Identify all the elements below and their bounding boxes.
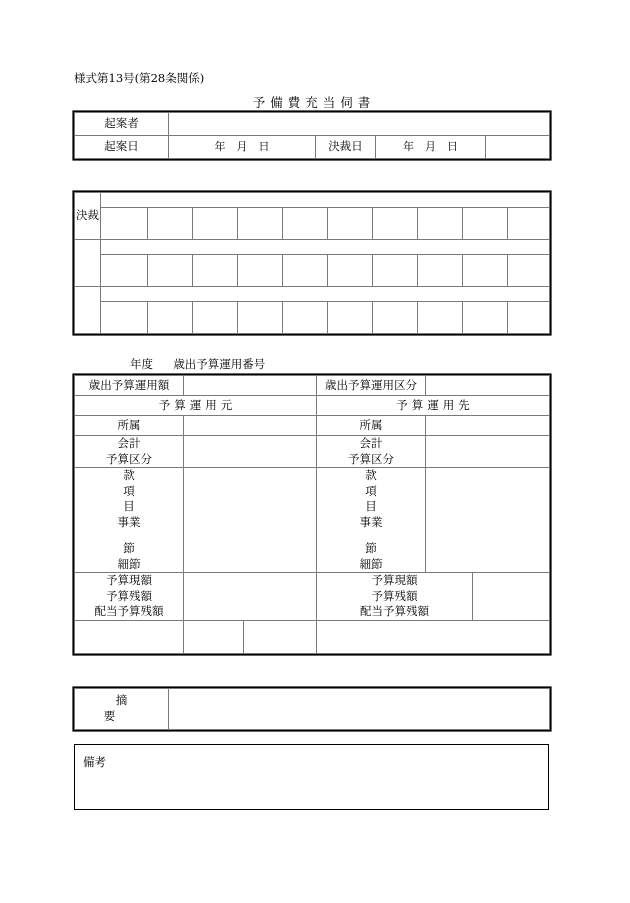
account-label-line-2: 予算区分	[106, 451, 152, 466]
approval-cell[interactable]	[418, 302, 463, 334]
approval-cell[interactable]	[418, 208, 463, 240]
budget-footer-cell[interactable]	[317, 620, 550, 653]
source-section-heading: 予算運用元	[75, 396, 317, 416]
approval-label-spacer	[75, 240, 101, 287]
approval-cell[interactable]	[373, 255, 418, 287]
decision-date-field[interactable]: 年 月 日	[376, 136, 486, 159]
fiscal-year-line	[130, 356, 265, 372]
approval-cell[interactable]	[238, 302, 283, 334]
budget-footer-cell[interactable]	[244, 620, 317, 653]
table-row	[75, 255, 550, 287]
header-table	[74, 112, 550, 159]
classification-line: 目	[123, 499, 135, 514]
budget-footer-cell[interactable]	[75, 620, 184, 653]
balance-line: 予算現額	[371, 573, 418, 588]
table-row	[75, 287, 550, 302]
approval-cell[interactable]	[328, 208, 373, 240]
approval-cell[interactable]	[328, 302, 373, 334]
classification-line-blank	[75, 530, 183, 541]
form-number: 様式第13号(第28条関係)	[74, 71, 205, 85]
classification-line: 款	[123, 468, 135, 483]
classification-line: 節	[365, 541, 377, 556]
approval-cell[interactable]	[463, 208, 508, 240]
table-row	[75, 689, 550, 730]
table-row	[75, 436, 550, 468]
approval-cell[interactable]	[101, 302, 148, 334]
draft-date-field[interactable]: 年 月 日	[169, 136, 316, 159]
table-row	[75, 113, 550, 136]
source-affiliation-field[interactable]	[184, 416, 317, 436]
destination-account-label	[317, 436, 426, 468]
approval-strip[interactable]	[101, 193, 550, 208]
approval-cell[interactable]	[418, 255, 463, 287]
approval-cell[interactable]	[148, 255, 193, 287]
destination-affiliation-label: 所属	[317, 416, 426, 436]
classification-line-blank	[317, 530, 425, 541]
account-label-line-2: 予算区分	[348, 451, 394, 466]
balance-line: 予算残額	[371, 588, 418, 603]
budget-footer-cell[interactable]	[184, 620, 244, 653]
draft-date-label: 起案日	[75, 136, 169, 159]
drafter-label: 起案者	[75, 113, 169, 136]
budget-table	[74, 375, 550, 654]
classification-line: 細節	[359, 556, 383, 571]
fiscal-year-label: 年度	[130, 357, 153, 371]
summary-label: 摘要	[75, 689, 169, 730]
table-row	[75, 416, 550, 436]
approval-cell[interactable]	[328, 255, 373, 287]
operation-amount-label: 歳出予算運用額	[75, 376, 184, 396]
destination-account-field[interactable]	[426, 436, 550, 468]
approval-cell[interactable]	[148, 208, 193, 240]
approval-cell[interactable]	[101, 208, 148, 240]
header-extra-cell[interactable]	[486, 136, 550, 159]
approval-cell[interactable]	[463, 255, 508, 287]
approval-cell[interactable]	[283, 302, 328, 334]
table-row	[75, 240, 550, 255]
table-row	[75, 208, 550, 240]
classification-line: 事業	[359, 514, 383, 529]
table-row	[75, 620, 550, 653]
remarks-box[interactable]	[74, 744, 549, 810]
approval-cell[interactable]	[148, 302, 193, 334]
source-account-label	[75, 436, 184, 468]
table-row	[75, 136, 550, 159]
classification-line: 項	[123, 483, 135, 498]
approval-cell[interactable]	[238, 255, 283, 287]
account-label-line-1: 会計	[117, 436, 141, 450]
page-title: 予備費充当伺書	[252, 95, 376, 110]
balance-line: 予算現額	[106, 573, 152, 588]
approval-cell[interactable]	[373, 302, 418, 334]
destination-affiliation-field[interactable]	[426, 416, 550, 436]
source-affiliation-label: 所属	[75, 416, 184, 436]
classification-line: 目	[365, 499, 377, 514]
classification-line: 項	[365, 483, 377, 498]
classification-line: 細節	[117, 556, 141, 571]
source-balance-label	[75, 573, 184, 621]
approval-cell[interactable]	[193, 255, 238, 287]
source-balance-field[interactable]	[184, 573, 317, 621]
destination-classification-field[interactable]	[426, 468, 550, 573]
operation-number-label: 歳出予算運用番号	[173, 357, 266, 371]
drafter-field[interactable]	[169, 113, 550, 136]
approval-cell[interactable]	[508, 255, 550, 287]
balance-line: 予算残額	[106, 588, 152, 603]
classification-line: 事業	[117, 514, 141, 529]
destination-balance-label	[317, 573, 473, 621]
approval-table	[74, 192, 550, 334]
summary-field[interactable]	[169, 689, 550, 730]
table-row	[75, 468, 550, 573]
approval-cell[interactable]	[193, 302, 238, 334]
approval-cell[interactable]	[508, 208, 550, 240]
account-label-line-1: 会計	[359, 436, 383, 450]
approval-label: 決裁	[75, 193, 101, 240]
table-row	[75, 376, 550, 396]
decision-date-label: 決裁日	[316, 136, 376, 159]
approval-cell[interactable]	[101, 255, 148, 287]
approval-cell[interactable]	[508, 302, 550, 334]
table-row	[75, 396, 550, 416]
table-row	[75, 302, 550, 334]
source-account-field[interactable]	[184, 436, 317, 468]
approval-cell[interactable]	[193, 208, 238, 240]
approval-cell[interactable]	[283, 208, 328, 240]
source-classification-field[interactable]	[184, 468, 317, 573]
approval-label-spacer	[75, 287, 101, 334]
classification-line: 節	[123, 541, 135, 556]
table-row	[75, 193, 550, 208]
approval-strip[interactable]	[101, 287, 550, 302]
destination-balance-field[interactable]	[473, 573, 550, 621]
source-classification-label	[75, 468, 184, 573]
approval-cell[interactable]	[463, 302, 508, 334]
approval-cell[interactable]	[283, 255, 328, 287]
table-row	[75, 573, 550, 621]
approval-strip[interactable]	[101, 240, 550, 255]
destination-classification-label	[317, 468, 426, 573]
remarks-label: 備考	[83, 755, 106, 769]
classification-line: 款	[365, 468, 377, 483]
operation-amount-field[interactable]	[184, 376, 317, 396]
operation-category-field[interactable]	[426, 376, 550, 396]
balance-line: 配当予算残額	[94, 604, 164, 619]
balance-line: 配当予算残額	[360, 604, 429, 619]
destination-section-heading: 予算運用先	[317, 396, 550, 416]
approval-cell[interactable]	[373, 208, 418, 240]
operation-category-label: 歳出予算運用区分	[317, 376, 426, 396]
approval-cell[interactable]	[238, 208, 283, 240]
summary-table	[74, 688, 550, 730]
